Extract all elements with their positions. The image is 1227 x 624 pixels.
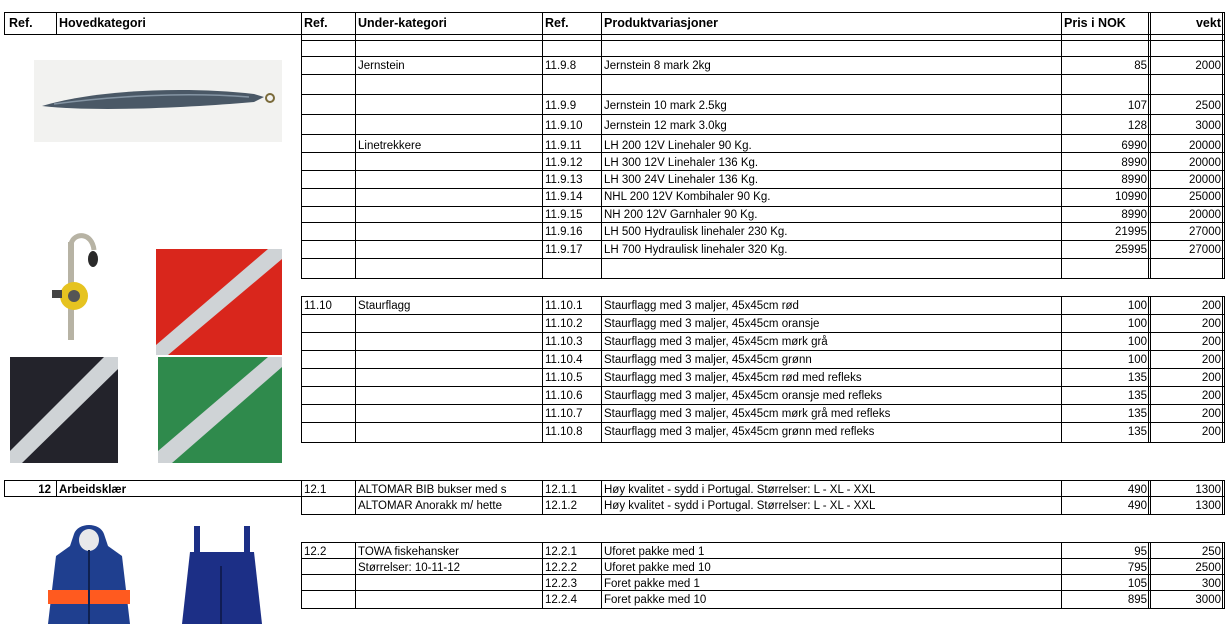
grid-line	[301, 170, 1225, 171]
grid-line	[301, 278, 1225, 279]
grid-line	[1148, 296, 1149, 442]
grid-line	[301, 134, 1225, 135]
row-weight: 2500	[1195, 100, 1221, 112]
row-weight: 200	[1201, 408, 1221, 420]
grid-line	[301, 404, 1225, 405]
main-category-arbeidsklaer: Arbeidsklær	[59, 484, 127, 496]
row-price: 100	[1127, 336, 1147, 348]
grid-line	[1222, 296, 1223, 442]
row-price: 795	[1127, 562, 1147, 574]
subcat-jernstein: Jernstein	[358, 60, 405, 72]
bib-bukser-image	[180, 526, 264, 624]
row-product: Jernstein 8 mark 2kg	[604, 60, 711, 72]
grid-line	[542, 12, 543, 278]
grid-line	[1224, 480, 1225, 514]
row-ref: 11.10.6	[545, 390, 583, 402]
header-ref-product: Ref.	[545, 16, 569, 30]
grid-line	[301, 368, 1225, 369]
flag-darkgrey-image	[10, 357, 118, 463]
row-product: Foret pakke med 1	[604, 578, 700, 590]
row-ref: 12.2.4	[545, 594, 577, 606]
row-weight: 27000	[1189, 244, 1221, 256]
grid-line	[301, 558, 1225, 559]
row-ref: 11.9.17	[545, 244, 583, 256]
grid-line	[301, 480, 302, 514]
grid-line	[301, 188, 1225, 189]
row-ref: 11.10.2	[545, 318, 583, 330]
row-product: Staurflagg med 3 maljer, 45x45cm oransje med refleks	[604, 390, 883, 402]
row-ref: 11.9.16	[545, 226, 583, 238]
ref-12-2: 12.2	[304, 546, 327, 558]
row-product: Staurflagg med 3 maljer, 45x45cm rød med refleks	[604, 372, 862, 384]
grid-line	[355, 12, 356, 278]
row-ref: 11.10.1	[545, 300, 583, 312]
grid-line	[301, 206, 1225, 207]
row-weight: 200	[1201, 336, 1221, 348]
row-price: 21995	[1115, 226, 1147, 238]
row-price: 6990	[1121, 140, 1147, 152]
row-weight: 250	[1201, 546, 1221, 558]
row-weight: 27000	[1189, 226, 1221, 238]
row-product: Staurflagg med 3 maljer, 45x45cm grønn	[604, 354, 812, 366]
grid-line	[1222, 480, 1223, 514]
row-product: Staurflagg med 3 maljer, 45x45cm rød	[604, 300, 799, 312]
row-ref: 11.10.5	[545, 372, 583, 384]
ref-11-10: 11.10	[304, 300, 332, 312]
grid-line	[301, 574, 1225, 575]
row-ref: 11.9.12	[545, 157, 583, 169]
row-price: 105	[1127, 578, 1147, 590]
row-price: 100	[1127, 300, 1147, 312]
grid-line	[301, 12, 302, 278]
grid-line	[355, 296, 356, 442]
grid-line	[1148, 12, 1149, 278]
ref-12: 12	[38, 484, 51, 496]
row-price: 135	[1127, 390, 1147, 402]
grid-line	[301, 240, 1225, 241]
linehaler-image	[44, 232, 116, 340]
row-product: NH 200 12V Garnhaler 90 Kg.	[604, 209, 758, 221]
row-ref: 12.2.2	[545, 562, 577, 574]
row-product: Høy kvalitet - sydd i Portugal. Størrelser: L - XL - XXL	[604, 500, 876, 512]
row-product: LH 500 Hydraulisk linehaler 230 Kg.	[604, 226, 788, 238]
row-weight: 200	[1201, 318, 1221, 330]
grid-line	[1061, 12, 1062, 278]
row-product: LH 300 24V Linehaler 136 Kg.	[604, 174, 759, 186]
row-product: Høy kvalitet - sydd i Portugal. Størrelser: L - XL - XXL	[604, 484, 876, 496]
grid-line	[301, 514, 1225, 515]
row-price: 100	[1127, 318, 1147, 330]
row-ref: 11.10.8	[545, 426, 583, 438]
grid-line	[1150, 296, 1151, 442]
header-weight: vekt	[1195, 16, 1221, 30]
row-ref: 11.9.13	[545, 174, 583, 186]
grid-line	[301, 442, 1225, 443]
row-product: Staurflagg med 3 maljer, 45x45cm mørk grå	[604, 336, 828, 348]
grid-line	[301, 152, 1225, 153]
grid-line	[301, 386, 1225, 387]
row-ref: 12.1.1	[545, 484, 577, 496]
grid-line	[601, 296, 602, 442]
grid-line	[301, 94, 1225, 95]
grid-line	[542, 296, 543, 442]
grid-line	[301, 222, 1225, 223]
grid-line	[301, 314, 1225, 315]
grid-line	[1148, 542, 1149, 608]
grid-line	[1150, 12, 1151, 278]
row-price: 490	[1127, 484, 1147, 496]
row-product: Uforet pakke med 1	[604, 546, 705, 558]
grid-line	[4, 496, 1225, 497]
row-weight: 1300	[1195, 484, 1221, 496]
row-price: 135	[1127, 372, 1147, 384]
grid-line	[301, 608, 1225, 609]
grid-line	[542, 542, 543, 608]
row-weight: 300	[1201, 578, 1221, 590]
grid-line	[601, 480, 602, 514]
grid-line	[601, 12, 602, 278]
grid-line	[301, 56, 1225, 57]
row-weight: 20000	[1189, 157, 1221, 169]
row-product: Foret pakke med 10	[604, 594, 707, 606]
header-ref-main: Ref.	[9, 16, 33, 30]
row-weight: 200	[1201, 354, 1221, 366]
subcat-altomar-anorakk: ALTOMAR Anorakk m/ hette	[358, 500, 503, 512]
grid-line	[301, 422, 1225, 423]
grid-line	[56, 480, 57, 496]
grid-line	[1150, 480, 1151, 514]
header-sub-category: Under-kategori	[358, 16, 447, 30]
row-ref: 11.10.3	[545, 336, 583, 348]
grid-line	[4, 34, 1225, 35]
grid-line	[542, 480, 543, 514]
grid-line	[301, 542, 302, 608]
grid-line	[301, 296, 1225, 297]
row-ref: 12.2.3	[545, 578, 577, 590]
row-price: 107	[1127, 100, 1147, 112]
grid-line	[301, 542, 1225, 543]
grid-line	[1224, 542, 1225, 608]
grid-line	[1224, 12, 1225, 278]
grid-line	[301, 74, 1225, 75]
grid-line	[301, 114, 1225, 115]
row-weight: 20000	[1189, 174, 1221, 186]
anorakk-jacket-image	[48, 524, 130, 624]
subcat-linetrekkere: Linetrekkere	[358, 140, 422, 152]
grid-line	[301, 258, 1225, 259]
grid-line	[4, 12, 5, 34]
header-main-category: Hovedkategori	[59, 16, 146, 30]
ref-12-1: 12.1	[304, 484, 327, 496]
row-weight: 200	[1201, 426, 1221, 438]
flag-red-image	[156, 249, 282, 355]
header-ref-sub: Ref.	[304, 16, 328, 30]
row-price: 8990	[1121, 209, 1147, 221]
row-price: 895	[1127, 594, 1147, 606]
grid-line	[4, 480, 5, 496]
grid-line	[1150, 542, 1151, 608]
grid-line	[4, 480, 1225, 481]
grid-line	[301, 350, 1225, 351]
row-ref: 11.10.4	[545, 354, 583, 366]
jernstein-image	[34, 60, 282, 142]
grid-line	[1224, 296, 1225, 442]
row-ref: 12.2.1	[545, 546, 577, 558]
row-weight: 200	[1201, 372, 1221, 384]
row-ref: 11.9.15	[545, 209, 583, 221]
row-price: 95	[1134, 546, 1147, 558]
row-product: Staurflagg med 3 maljer, 45x45cm grønn med refleks	[604, 426, 875, 438]
grid-line	[1061, 480, 1062, 514]
header-product-variations: Produktvariasjoner	[604, 16, 718, 30]
row-ref: 11.9.9	[545, 100, 577, 112]
row-weight: 20000	[1189, 209, 1221, 221]
grid-line	[1061, 542, 1062, 608]
grid-line	[301, 332, 1225, 333]
row-ref: 11.9.10	[545, 120, 583, 132]
row-weight: 20000	[1189, 140, 1221, 152]
grid-line	[355, 542, 356, 608]
grid-line	[301, 590, 1225, 591]
subcat-towa: TOWA fiskehansker	[358, 546, 459, 558]
row-price: 8990	[1121, 157, 1147, 169]
row-product: LH 200 12V Linehaler 90 Kg.	[604, 140, 752, 152]
grid-line	[301, 12, 302, 34]
grid-line	[301, 40, 1225, 41]
row-weight: 3000	[1195, 120, 1221, 132]
grid-line	[355, 480, 356, 514]
row-product: Jernstein 12 mark 3.0kg	[604, 120, 727, 132]
grid-line	[56, 12, 57, 34]
row-product: LH 700 Hydraulisk linehaler 320 Kg.	[604, 244, 788, 256]
grid-line	[1148, 480, 1149, 514]
grid-line	[1061, 296, 1062, 442]
row-product: NHL 200 12V Kombihaler 90 Kg.	[604, 191, 771, 203]
row-price: 10990	[1115, 191, 1147, 203]
row-weight: 200	[1201, 390, 1221, 402]
row-price: 100	[1127, 354, 1147, 366]
flag-green-image	[158, 357, 282, 463]
row-product: Staurflagg med 3 maljer, 45x45cm oransje	[604, 318, 820, 330]
row-price: 25995	[1115, 244, 1147, 256]
row-ref: 11.9.11	[545, 140, 582, 152]
grid-line	[1222, 12, 1223, 278]
row-ref: 11.10.7	[545, 408, 583, 420]
row-price: 8990	[1121, 174, 1147, 186]
header-price: Pris i NOK	[1064, 16, 1126, 30]
row-price: 85	[1134, 60, 1147, 72]
row-price: 135	[1127, 426, 1147, 438]
row-product: Uforet pakke med 10	[604, 562, 711, 574]
subcat-altomar-bib: ALTOMAR BIB bukser med s	[358, 484, 507, 496]
row-price: 490	[1127, 500, 1147, 512]
subcat-sizes: Størrelser: 10-11-12	[358, 562, 461, 574]
row-price: 135	[1127, 408, 1147, 420]
row-weight: 200	[1201, 300, 1221, 312]
row-weight: 1300	[1195, 500, 1221, 512]
row-price: 128	[1127, 120, 1147, 132]
grid-line	[601, 542, 602, 608]
row-product: Staurflagg med 3 maljer, 45x45cm mørk grå med refleks	[604, 408, 891, 420]
grid-line	[1222, 542, 1223, 608]
row-weight: 3000	[1195, 594, 1221, 606]
grid-line	[301, 296, 302, 442]
subcat-staurflagg: Staurflagg	[358, 300, 411, 312]
row-ref: 11.9.8	[545, 60, 577, 72]
row-ref: 11.9.14	[545, 191, 583, 203]
row-ref: 12.1.2	[545, 500, 577, 512]
row-weight: 2000	[1195, 60, 1221, 72]
row-product: Jernstein 10 mark 2.5kg	[604, 100, 727, 112]
row-weight: 2500	[1195, 562, 1221, 574]
row-weight: 25000	[1189, 191, 1221, 203]
row-product: LH 300 12V Linehaler 136 Kg.	[604, 157, 759, 169]
grid-line	[4, 12, 1225, 13]
